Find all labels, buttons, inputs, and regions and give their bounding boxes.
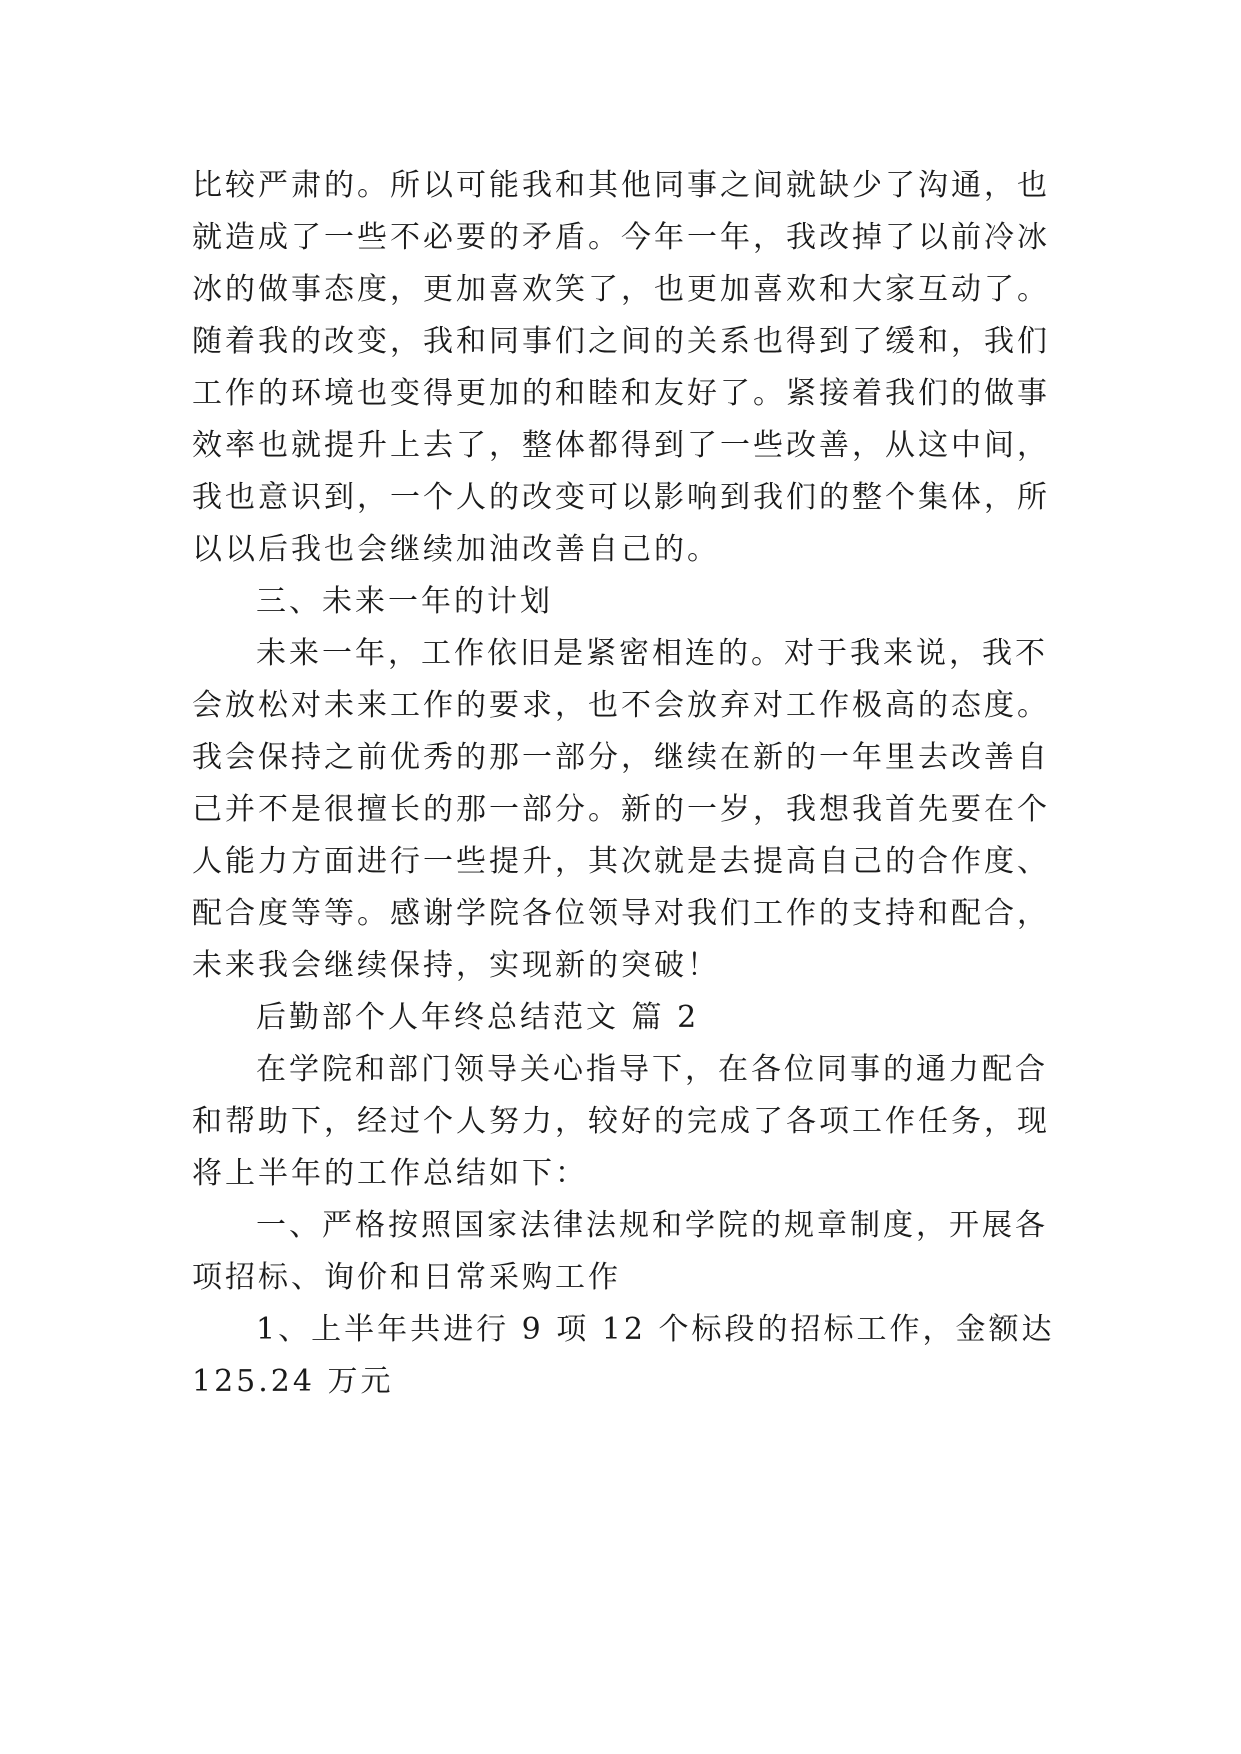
paragraph-line: 我会保持之前优秀的那一部分，继续在新的一年里去改善自	[192, 740, 1050, 775]
paragraph-line: 未来我会继续保持，实现新的突破！	[192, 948, 720, 983]
paragraph-line: 比较严肃的。所以可能我和其他同事之间就缺少了沟通，也	[192, 168, 1050, 203]
paragraph-line: 125.24 万元	[192, 1364, 394, 1399]
section-heading: 三、未来一年的计划	[256, 584, 553, 619]
paragraph-line: 工作的环境也变得更加的和睦和友好了。紧接着我们的做事	[192, 376, 1050, 411]
paragraph-line: 在学院和部门领导关心指导下，在各位同事的通力配合	[256, 1052, 1048, 1087]
paragraph-line: 效率也就提升上去了，整体都得到了一些改善，从这中间，	[192, 428, 1050, 463]
paragraph-line: 以以后我也会继续加油改善自己的。	[192, 532, 720, 567]
paragraph-line: 人能力方面进行一些提升，其次就是去提高自己的合作度、	[192, 844, 1050, 879]
paragraph-line: 随着我的改变，我和同事们之间的关系也得到了缓和，我们	[192, 324, 1050, 359]
paragraph-line: 未来一年，工作依旧是紧密相连的。对于我来说，我不	[256, 636, 1048, 671]
paragraph-line: 将上半年的工作总结如下：	[192, 1156, 588, 1191]
list-item: 1、上半年共进行 9 项 12 个标段的招标工作，金额达	[256, 1312, 1055, 1347]
paragraph-line: 我也意识到，一个人的改变可以影响到我们的整个集体，所	[192, 480, 1050, 515]
paragraph-line: 和帮助下，经过个人努力，较好的完成了各项工作任务，现	[192, 1104, 1050, 1139]
section-heading: 一、严格按照国家法律法规和学院的规章制度，开展各	[256, 1208, 1048, 1243]
paragraph-line: 就造成了一些不必要的矛盾。今年一年，我改掉了以前冷冰	[192, 220, 1050, 255]
paragraph-line: 冰的做事态度，更加喜欢笑了，也更加喜欢和大家互动了。	[192, 272, 1050, 307]
paragraph-line: 项招标、询价和日常采购工作	[192, 1260, 621, 1295]
paragraph-line: 会放松对未来工作的要求，也不会放弃对工作极高的态度。	[192, 688, 1050, 723]
article-title: 后勤部个人年终总结范文 篇 2	[256, 1000, 700, 1035]
paragraph-line: 己并不是很擅长的那一部分。新的一岁，我想我首先要在个	[192, 792, 1050, 827]
paragraph-line: 配合度等等。感谢学院各位领导对我们工作的支持和配合，	[192, 896, 1050, 931]
